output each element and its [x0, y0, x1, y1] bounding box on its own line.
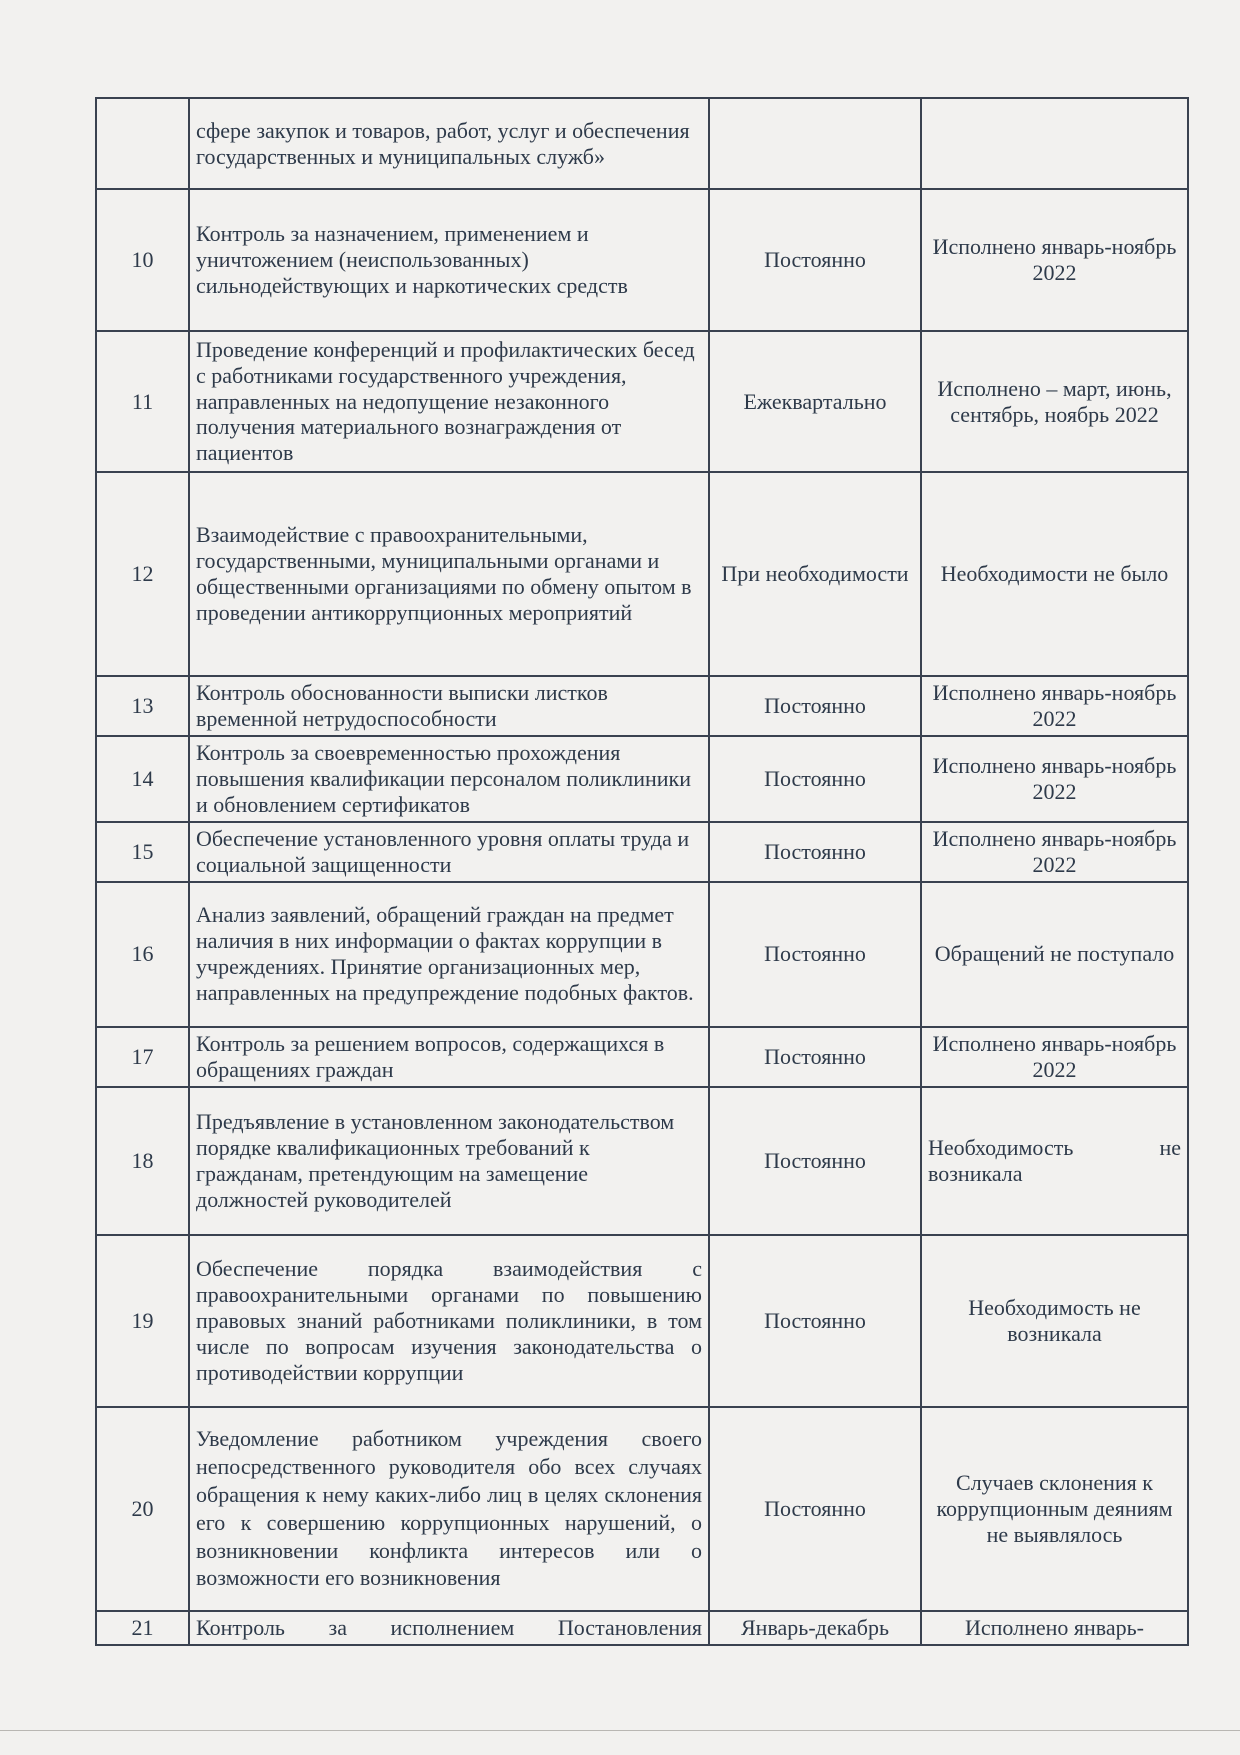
table-row	[96, 1611, 1188, 1645]
row-number: 17	[96, 1027, 189, 1087]
result-cell: Исполнено – март, июнь, сентябрь, ноябрь 2022	[921, 331, 1188, 472]
term-cell: Постоянно	[709, 736, 921, 822]
measure-text: Контроль за решением вопросов, содержащихся в обращениях граждан	[189, 1027, 709, 1087]
measures-table	[95, 97, 1189, 1646]
term-cell: Постоянно	[709, 1235, 921, 1407]
table-row	[96, 98, 1188, 189]
table-row	[96, 331, 1188, 472]
table-row	[96, 1235, 1188, 1407]
row-number: 13	[96, 676, 189, 736]
measure-text: Контроль за своевременностью прохождения повышения квалификации персоналом поликлиники и обновлением сертификатов	[189, 736, 709, 822]
result-cell	[921, 1087, 1188, 1235]
measure-text: Предъявление в установленном законодательством порядке квалификационных требований к гражданам, претендующим на замещение должностей руководителей	[189, 1087, 709, 1235]
term-cell: Постоянно	[709, 1407, 921, 1611]
result-cell: Случаев склонения к коррупционным деяниям не выявлялось	[921, 1407, 1188, 1611]
measure-text: Анализ заявлений, обращений граждан на предмет наличия в них информации о фактах коррупции в учреждениях. Принятие организационных мер, направленных на предупреждение подобных фактов.	[189, 882, 709, 1027]
row-number: 18	[96, 1087, 189, 1235]
table-row	[96, 736, 1188, 822]
row-number	[96, 98, 189, 189]
table-row	[96, 822, 1188, 882]
row-number: 15	[96, 822, 189, 882]
term-cell: Постоянно	[709, 882, 921, 1027]
scan-edge-line	[0, 1730, 1240, 1731]
term-cell: Постоянно	[709, 1087, 921, 1235]
measure-text: сфере закупок и товаров, работ, услуг и обеспечения государственных и муниципальных служб»	[189, 98, 709, 189]
term-cell: Постоянно	[709, 1027, 921, 1087]
result-cell: Исполнено январь-ноябрь 2022	[921, 736, 1188, 822]
table-row	[96, 676, 1188, 736]
result-cell: Необходимости не было	[921, 472, 1188, 676]
measure-text: Обеспечение установленного уровня оплаты труда и социальной защищенности	[189, 822, 709, 882]
result-cell: Обращений не поступало	[921, 882, 1188, 1027]
result-cell: Исполнено январь-	[921, 1611, 1188, 1645]
table-row	[96, 472, 1188, 676]
row-number: 11	[96, 331, 189, 472]
row-number: 10	[96, 189, 189, 331]
term-cell: Постоянно	[709, 189, 921, 331]
row-number: 12	[96, 472, 189, 676]
measure-text: Контроль обоснованности выписки листков временной нетрудоспособности	[189, 676, 709, 736]
result-line: возникала	[928, 1160, 1023, 1186]
result-line: Необходимость не	[928, 1134, 1181, 1160]
measure-text: Уведомление работником учреждения своего непосредственного руководителя обо всех случаях обращения к нему каких-либо лиц в целях склонения его к совершению коррупционных нарушений, о возникновении конфликта интересов или о возможности его возникновения	[189, 1407, 709, 1611]
result-cell: Исполнено январь-ноябрь 2022	[921, 822, 1188, 882]
term-cell: При необходимости	[709, 472, 921, 676]
row-number: 20	[96, 1407, 189, 1611]
measure-text: Взаимодействие с правоохранительными, государственными, муниципальными органами и общественными организациями по обмену опытом в проведении антикоррупционных мероприятий	[189, 472, 709, 676]
measure-text: Обеспечение порядка взаимодействия с правоохранительными органами по повышению правовых знаний работниками поликлиники, в том числе по вопросам изучения законодательства о противодействии коррупции	[189, 1235, 709, 1407]
term-cell: Постоянно	[709, 676, 921, 736]
term-cell: Постоянно	[709, 822, 921, 882]
result-cell: Необходимость не возникала	[921, 1235, 1188, 1407]
result-cell: Исполнено январь-ноябрь 2022	[921, 189, 1188, 331]
measure-text: Проведение конференций и профилактических бесед с работниками государственного учреждения, направленных на недопущение незаконного получения материального вознаграждения от пациентов	[189, 331, 709, 472]
table-row	[96, 882, 1188, 1027]
measure-text: Контроль за исполнением Постановления	[189, 1611, 709, 1645]
row-number: 14	[96, 736, 189, 822]
result-cell: Исполнено январь-ноябрь 2022	[921, 1027, 1188, 1087]
table-row	[96, 1087, 1188, 1235]
term-cell	[709, 98, 921, 189]
term-cell: Январь-декабрь	[709, 1611, 921, 1645]
table-row	[96, 1027, 1188, 1087]
measure-text: Контроль за назначением, применением и уничтожением (неиспользованных) сильнодействующих и наркотических средств	[189, 189, 709, 331]
result-cell	[921, 98, 1188, 189]
row-number: 19	[96, 1235, 189, 1407]
row-number: 16	[96, 882, 189, 1027]
row-number: 21	[96, 1611, 189, 1645]
term-cell: Ежеквартально	[709, 331, 921, 472]
result-cell: Исполнено январь-ноябрь 2022	[921, 676, 1188, 736]
table-row	[96, 1407, 1188, 1611]
table-row	[96, 189, 1188, 331]
